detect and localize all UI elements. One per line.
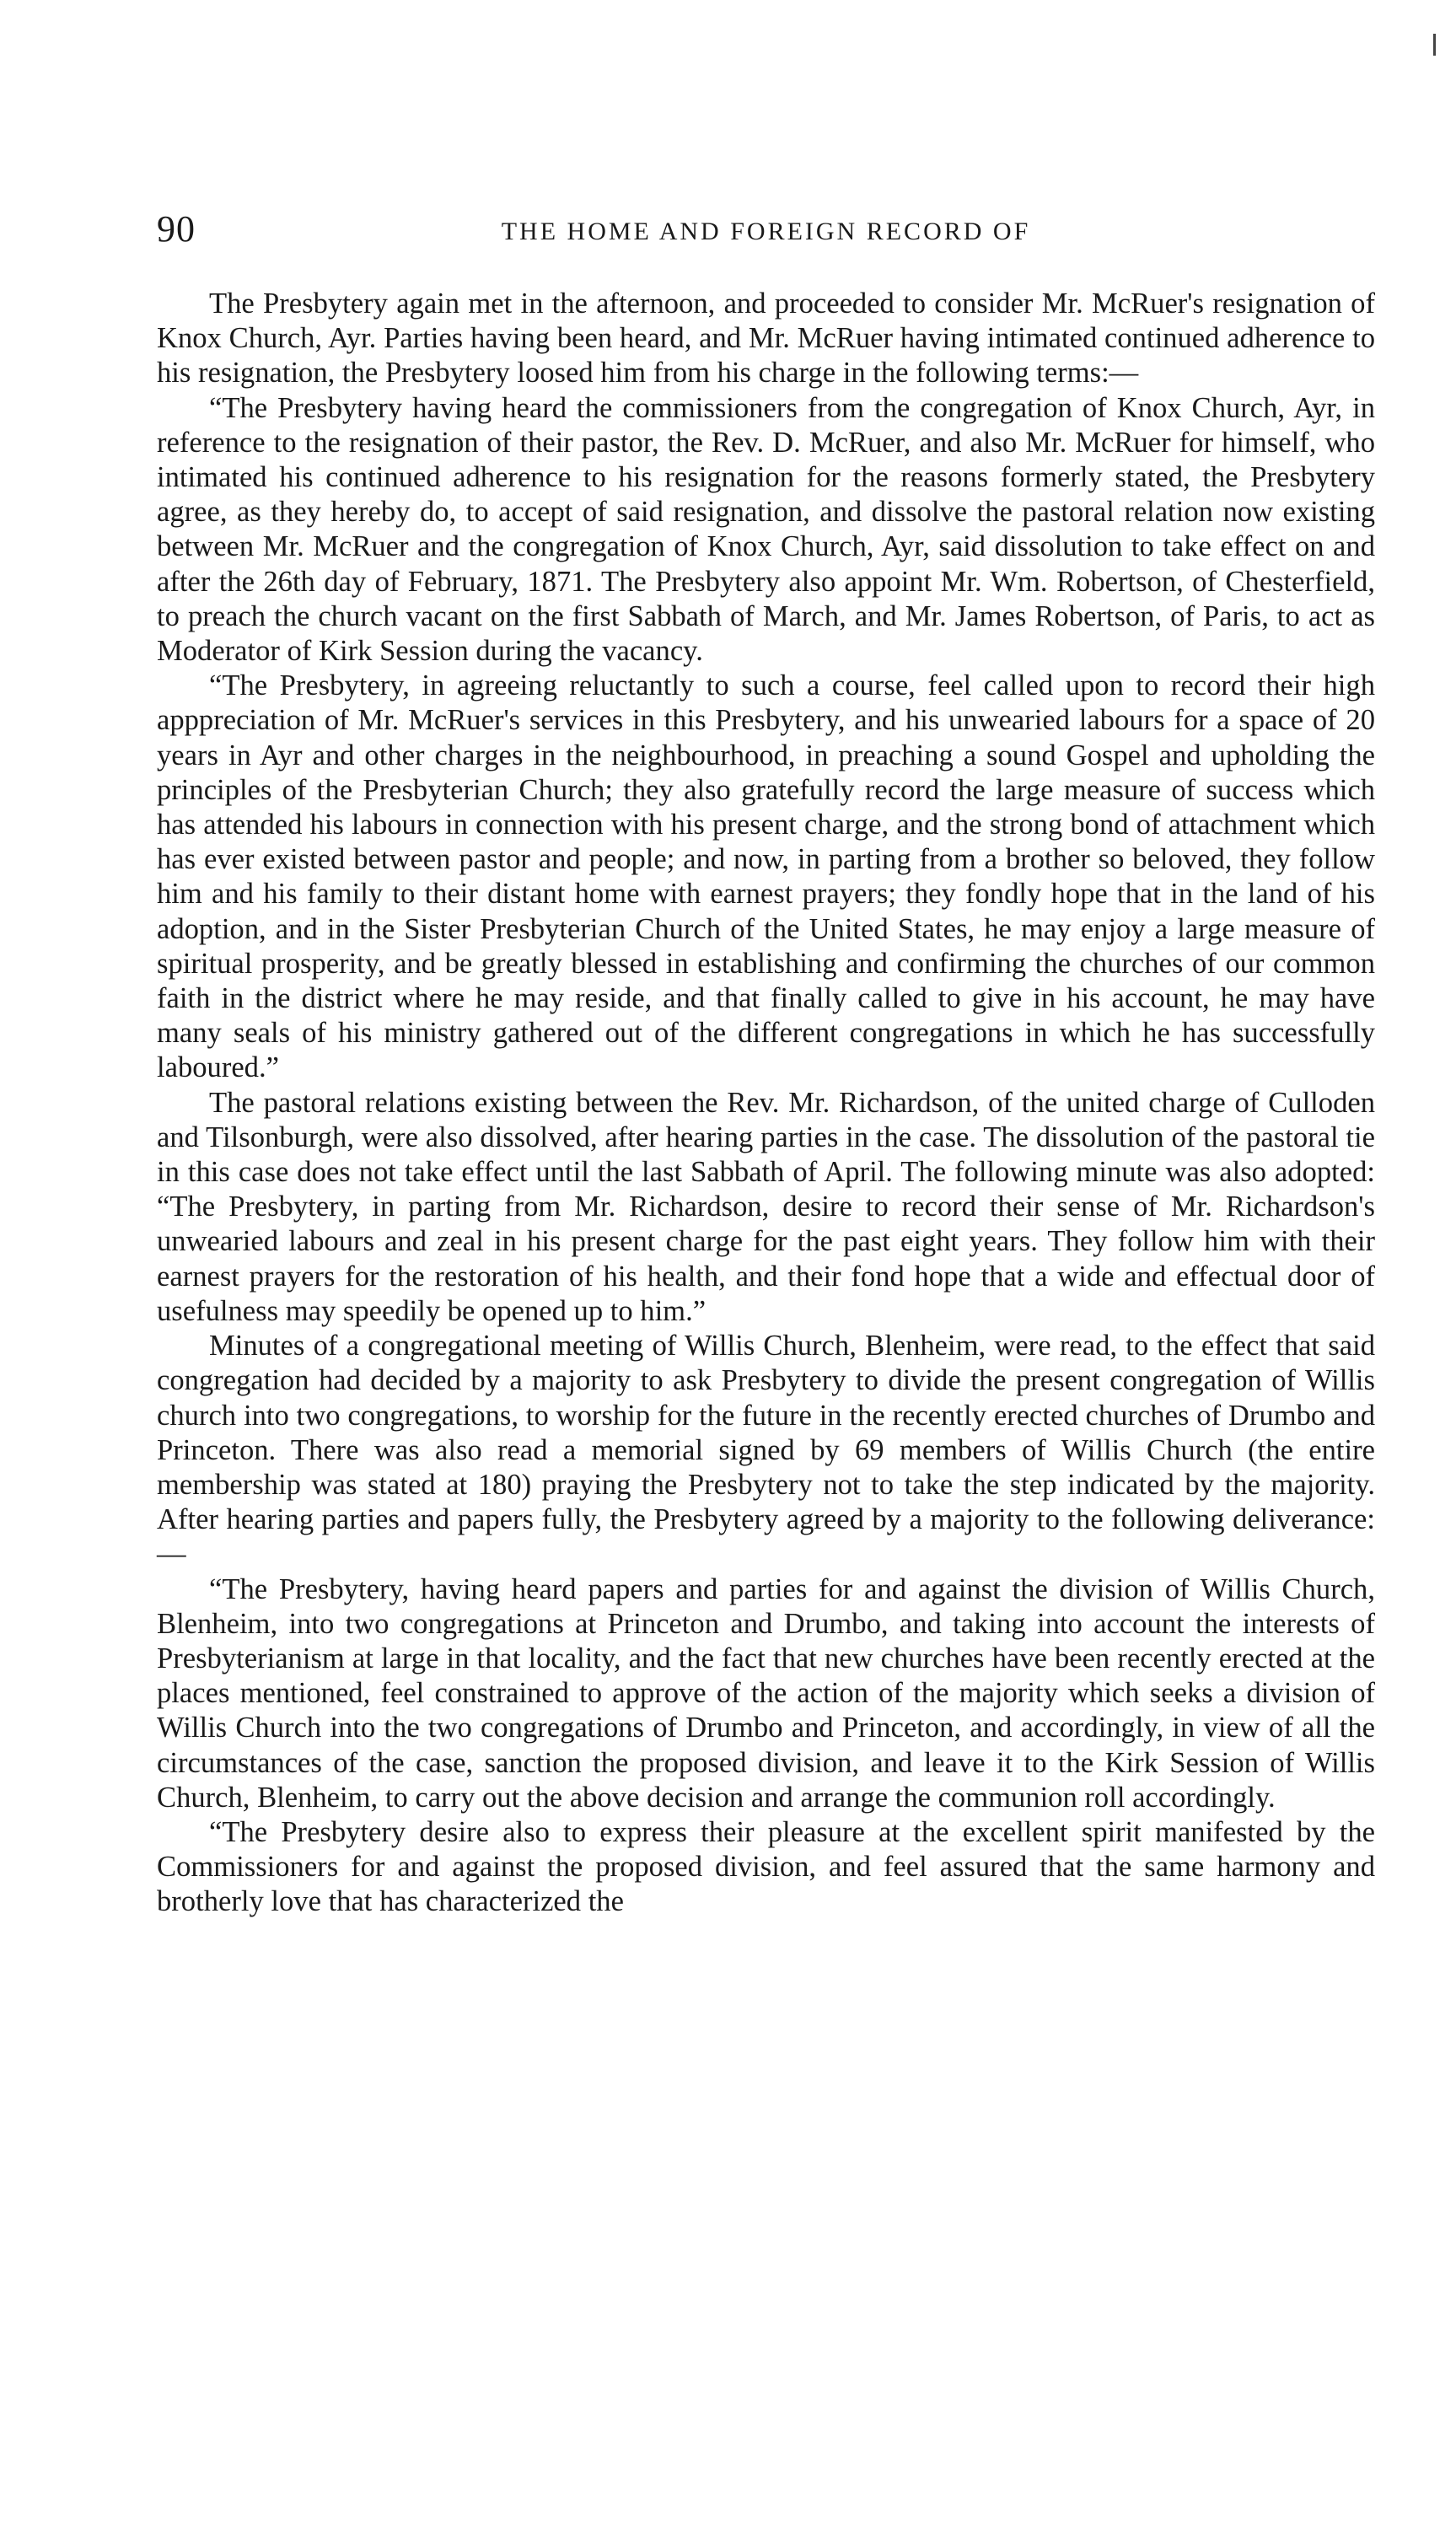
paragraph-knox-church-resignation: “The Presbytery having heard the commissioners from the congregation of Knox Church, Ayr, in reference to the resignation of their pastor, the Rev. D. McRuer, and also Mr. McRuer for himself, who intimated his continued adherence to his resignation for the reasons formerly stated, the Presbytery agree, as they hereby do, to accept of said resignation, and dissolve the pastoral relation now existing between Mr. McRuer and the congregation of Knox Church, Ayr, said dissolution to take effect on and after the 26th day of February, 1871. The Presbytery also appoint Mr. Wm. Robertson, of Chesterfield, to preach the church vacant on the first Sabbath of March, and Mr. James Robertson, of Paris, to act as Moderator of Kirk Session during the vacancy. — [157, 391, 1375, 668]
paragraph-presbytery-afternoon: The Presbytery again met in the afternoon, and proceeded to consider Mr. McRuer's resignation of Knox Church, Ayr. Parties having been heard, and Mr. McRuer having intimated continued adherence to his resignation, the Presbytery loosed him from his charge in the following terms:— — [157, 288, 1375, 390]
document-page — [157, 208, 1375, 1920]
paragraph-mcruer-appreciation: “The Presbytery, in agreeing reluctantly to such a course, feel called upon to record their high apppreciation of Mr. McRuer's services in this Presbytery, and his unwearied labours for a space of 20 years in Ayr and other charges in the neighbourhood, in preaching a sound Gospel and upholding the principles of the Presbyterian Church; they also gratefully record the large measure of success which has attended his labours in connection with his present charge, and the strong bond of attachment which has ever existed between pastor and people; and now, in parting from a brother so beloved, they follow him and his family to their distant home with earnest prayers; they fondly hope that in the land of his adoption, and in the Sister Presbyterian Church of the United States, he may enjoy a large measure of spiritual prosperity, and be greatly blessed in establishing and confirming the churches of our common faith in the district where he may reside, and that finally called to give in his account, he may have many seals of his ministry gathered out of the different congregations in which he has successfully laboured.” — [157, 669, 1375, 1084]
running-head: THE HOME AND FOREIGN RECORD OF — [501, 218, 1031, 245]
paragraph-willis-church-deliverance: “The Presbytery, having heard papers and parties for and against the division of Willis Church, Blenheim, into two congregations at Princeton and Drumbo, and taking into account the interests of Presbyterianism at large in that locality, and the fact that new churches have been recently erected at the places mentioned, feel constrained to approve of the action of the majority which seeks a division of Willis Church into the two congregations of Drumbo and Princeton, and accordingly, in view of all the circumstances of the case, sanction the proposed division, and leave it to the Kirk Session of Willis Church, Blenheim, to carry out the above decision and arrange the communion roll accordingly. — [157, 1572, 1375, 1814]
page-number: 90 — [157, 208, 196, 250]
paragraph-richardson-dissolution: The pastoral relations existing between the Rev. Mr. Richardson, of the united charge of Culloden and Tilsonburgh, were also dissolved, after hearing parties in the case. The dissolution of the pastoral tie in this case does not take effect until the last Sabbath of April. The following minute was also adopted: “The Presbytery, in parting from Mr. Richardson, desire to record their sense of Mr. Richardson's unwearied labours and zeal in his present charge for the past eight years. They follow him with their earnest prayers for the restoration of his health, and their fond hope that a wide and effectual door of usefulness may speedily be opened up to him.” — [157, 1086, 1375, 1327]
paragraph-commissioners-spirit: “The Presbytery desire also to express their pleasure at the excellent spirit manifested by the Commissioners for and against the proposed division, and feel assured that the same harmony and brotherly love that has characterized the — [157, 1815, 1375, 1918]
paragraph-willis-church-minutes: Minutes of a congregational meeting of Willis Church, Blenheim, were read, to the effect that said congregation had decided by a majority to ask Presbytery to divide the present congregation of Willis church into two congregations, to worship for the future in the recently erected churches of Drumbo and Princeton. There was also read a memorial signed by 69 members of Willis Church (the entire membership was stated at 180) praying the Presbytery not to take the step indicated by the majority. After hearing parties and papers fully, the Presbytery agreed by a majority to the following deliverance:— — [157, 1330, 1375, 1571]
page-edge-mark — [1433, 34, 1436, 56]
body-text — [157, 287, 1375, 1920]
page-header — [157, 208, 1375, 261]
